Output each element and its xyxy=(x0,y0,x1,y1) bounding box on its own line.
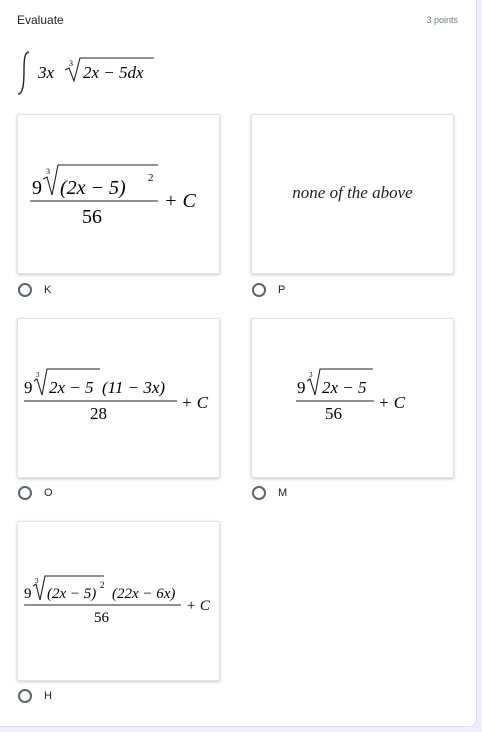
svg-text:3x: 3x xyxy=(38,63,55,82)
svg-text:+ C: + C xyxy=(181,393,209,412)
option-p-image[interactable] xyxy=(251,114,454,274)
option-m-radio[interactable] xyxy=(252,486,266,500)
svg-text:3: 3 xyxy=(36,371,40,379)
svg-text:9: 9 xyxy=(24,586,32,602)
svg-text:28: 28 xyxy=(90,404,107,423)
option-o-formula xyxy=(18,319,219,477)
option-o[interactable] xyxy=(18,486,53,500)
svg-text:9: 9 xyxy=(24,378,33,397)
svg-text:56: 56 xyxy=(94,610,109,626)
option-o-image[interactable] xyxy=(17,318,220,478)
option-m-formula xyxy=(252,319,453,477)
svg-text:(2x − 5): (2x − 5) xyxy=(47,586,97,602)
option-m-label: M xyxy=(278,487,288,499)
option-h-image[interactable] xyxy=(17,521,220,681)
option-o-label: O xyxy=(44,487,53,499)
option-k-image[interactable] xyxy=(17,114,220,274)
svg-text:9: 9 xyxy=(297,378,306,397)
svg-text:56: 56 xyxy=(325,404,342,423)
option-h-formula xyxy=(18,522,219,680)
option-p-label: P xyxy=(278,284,286,296)
option-p[interactable] xyxy=(252,283,285,297)
option-p-radio[interactable] xyxy=(252,283,266,297)
option-o-radio[interactable] xyxy=(18,486,32,500)
svg-text:(2x − 5): (2x − 5) xyxy=(60,177,126,199)
points-label: 3 points xyxy=(426,15,458,25)
option-m[interactable] xyxy=(252,486,287,500)
svg-text:3: 3 xyxy=(46,167,50,176)
svg-text:(22x − 6x): (22x − 6x) xyxy=(112,586,176,602)
option-h-radio[interactable] xyxy=(18,689,32,703)
svg-text:2: 2 xyxy=(100,580,105,590)
question-integral xyxy=(16,50,186,100)
svg-text:+ C: + C xyxy=(164,190,196,212)
option-k[interactable] xyxy=(18,283,51,297)
svg-text:+ C: + C xyxy=(186,598,210,614)
svg-text:2x − 5: 2x − 5 xyxy=(49,378,94,397)
question-title: Evaluate xyxy=(17,13,64,27)
svg-text:(11 − 3x): (11 − 3x) xyxy=(102,378,166,397)
option-p-text: none of the above xyxy=(292,183,413,202)
option-k-label: K xyxy=(44,284,52,296)
svg-text:3: 3 xyxy=(35,577,39,585)
svg-text:9: 9 xyxy=(32,177,42,199)
svg-text:56: 56 xyxy=(82,206,102,228)
option-k-formula xyxy=(18,115,219,273)
option-h[interactable] xyxy=(18,689,52,703)
svg-text:3: 3 xyxy=(69,59,73,68)
option-k-radio[interactable] xyxy=(18,283,32,297)
svg-text:+ C: + C xyxy=(378,393,406,412)
svg-text:2x − 5dx: 2x − 5dx xyxy=(83,63,144,82)
svg-text:2: 2 xyxy=(148,172,154,184)
option-h-label: H xyxy=(44,690,52,702)
svg-text:3: 3 xyxy=(309,371,313,379)
option-m-image[interactable] xyxy=(251,318,454,478)
svg-text:2x − 5: 2x − 5 xyxy=(322,378,367,397)
